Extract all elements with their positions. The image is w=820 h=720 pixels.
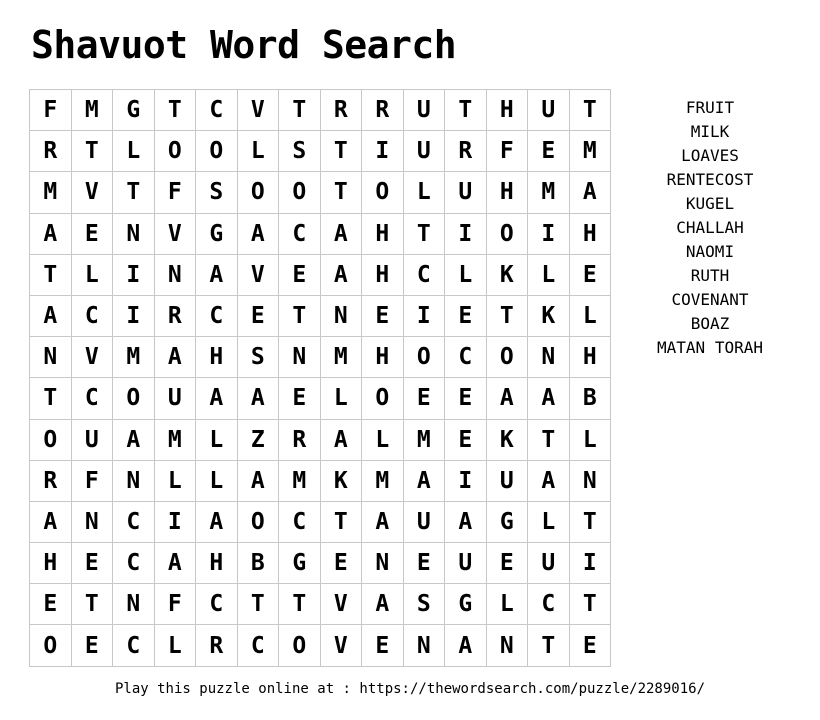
page-title: Shavuot Word Search bbox=[31, 23, 457, 67]
grid-cell[interactable]: K bbox=[528, 296, 570, 337]
grid-cell[interactable]: A bbox=[155, 337, 197, 378]
grid-cell[interactable]: O bbox=[279, 172, 321, 213]
grid-cell[interactable]: C bbox=[279, 214, 321, 255]
grid-cell[interactable]: L bbox=[570, 420, 612, 461]
grid-cell[interactable]: O bbox=[196, 131, 238, 172]
grid-cell[interactable]: R bbox=[196, 625, 238, 666]
grid-cell[interactable]: K bbox=[487, 255, 529, 296]
grid-cell[interactable]: L bbox=[113, 131, 155, 172]
grid-cell[interactable]: A bbox=[238, 378, 280, 419]
grid-cell[interactable]: T bbox=[279, 296, 321, 337]
grid-cell[interactable]: A bbox=[30, 296, 72, 337]
grid-cell[interactable]: R bbox=[155, 296, 197, 337]
grid-cell[interactable]: T bbox=[113, 172, 155, 213]
grid-cell[interactable]: O bbox=[30, 420, 72, 461]
grid-cell[interactable]: C bbox=[113, 543, 155, 584]
grid-cell[interactable]: I bbox=[113, 255, 155, 296]
grid-cell[interactable]: K bbox=[487, 420, 529, 461]
grid-cell[interactable]: N bbox=[404, 625, 446, 666]
word-list-item: LOAVES bbox=[681, 146, 739, 165]
grid-cell[interactable]: U bbox=[155, 378, 197, 419]
grid-cell[interactable]: H bbox=[362, 337, 404, 378]
word-list-item: RENTECOST bbox=[666, 170, 754, 189]
grid-cell[interactable]: A bbox=[570, 172, 612, 213]
grid-cell[interactable]: O bbox=[362, 172, 404, 213]
grid-cell[interactable]: S bbox=[279, 131, 321, 172]
grid-cell[interactable]: L bbox=[238, 131, 280, 172]
grid-cell[interactable]: V bbox=[238, 90, 280, 131]
grid-cell[interactable]: E bbox=[404, 378, 446, 419]
grid-cell[interactable]: A bbox=[528, 378, 570, 419]
word-list-item: MILK bbox=[690, 122, 730, 141]
grid-cell[interactable]: I bbox=[155, 502, 197, 543]
grid-cell[interactable]: C bbox=[113, 625, 155, 666]
grid-cell[interactable]: R bbox=[30, 461, 72, 502]
grid-cell[interactable]: U bbox=[404, 502, 446, 543]
grid-cell[interactable]: A bbox=[238, 461, 280, 502]
grid-cell[interactable]: E bbox=[321, 543, 363, 584]
grid-cell[interactable]: R bbox=[279, 420, 321, 461]
grid-cell[interactable]: A bbox=[362, 584, 404, 625]
grid-cell[interactable]: U bbox=[487, 461, 529, 502]
grid-cell[interactable]: A bbox=[321, 420, 363, 461]
grid-cell[interactable]: E bbox=[528, 131, 570, 172]
grid-cell[interactable]: N bbox=[113, 584, 155, 625]
grid-cell[interactable]: O bbox=[238, 502, 280, 543]
grid-cell[interactable]: A bbox=[196, 378, 238, 419]
grid-cell[interactable]: A bbox=[321, 214, 363, 255]
grid-cell[interactable]: O bbox=[30, 625, 72, 666]
grid-cell[interactable]: M bbox=[30, 172, 72, 213]
grid-cell[interactable]: C bbox=[72, 296, 114, 337]
grid-cell[interactable]: I bbox=[445, 461, 487, 502]
grid-cell[interactable]: M bbox=[528, 172, 570, 213]
grid-cell[interactable]: T bbox=[487, 296, 529, 337]
grid-cell[interactable]: E bbox=[570, 625, 612, 666]
grid-cell[interactable]: U bbox=[445, 172, 487, 213]
grid-cell[interactable]: T bbox=[321, 131, 363, 172]
grid-cell[interactable]: C bbox=[404, 255, 446, 296]
grid-cell[interactable]: E bbox=[238, 296, 280, 337]
grid-cell[interactable]: T bbox=[30, 378, 72, 419]
word-list-item: CHALLAH bbox=[676, 218, 744, 237]
grid-cell[interactable]: A bbox=[113, 420, 155, 461]
grid-cell[interactable]: V bbox=[321, 625, 363, 666]
grid-cell[interactable]: T bbox=[404, 214, 446, 255]
grid-cell[interactable]: E bbox=[72, 214, 114, 255]
grid-cell[interactable]: N bbox=[321, 296, 363, 337]
grid-cell[interactable]: A bbox=[196, 502, 238, 543]
grid-cell[interactable]: C bbox=[196, 584, 238, 625]
letter-grid bbox=[29, 89, 611, 667]
grid-cell[interactable]: V bbox=[238, 255, 280, 296]
grid-cell[interactable]: L bbox=[72, 255, 114, 296]
grid-cell[interactable]: N bbox=[113, 214, 155, 255]
grid-cell[interactable]: T bbox=[279, 584, 321, 625]
grid-cell[interactable]: C bbox=[196, 296, 238, 337]
grid-cell[interactable]: L bbox=[196, 461, 238, 502]
grid-cell[interactable]: I bbox=[362, 131, 404, 172]
grid-cell[interactable]: G bbox=[279, 543, 321, 584]
grid-cell[interactable]: M bbox=[113, 337, 155, 378]
grid-cell[interactable]: V bbox=[72, 172, 114, 213]
grid-cell[interactable]: H bbox=[30, 543, 72, 584]
word-list bbox=[640, 96, 780, 360]
grid-cell[interactable]: A bbox=[196, 255, 238, 296]
grid-cell[interactable]: M bbox=[279, 461, 321, 502]
grid-cell[interactable]: A bbox=[155, 543, 197, 584]
grid-cell[interactable]: T bbox=[72, 584, 114, 625]
word-list-item: KUGEL bbox=[685, 194, 735, 213]
grid-cell[interactable]: T bbox=[321, 172, 363, 213]
grid-cell[interactable]: T bbox=[528, 420, 570, 461]
grid-cell[interactable]: L bbox=[445, 255, 487, 296]
grid-cell[interactable]: T bbox=[238, 584, 280, 625]
grid-cell[interactable]: B bbox=[238, 543, 280, 584]
grid-cell[interactable]: T bbox=[528, 625, 570, 666]
grid-cell[interactable]: I bbox=[404, 296, 446, 337]
footer-link-text: Play this puzzle online at : https://thewordsearch.com/puzzle/2289016/ bbox=[114, 681, 705, 697]
grid-cell[interactable]: A bbox=[30, 502, 72, 543]
grid-cell[interactable]: F bbox=[155, 172, 197, 213]
grid-cell[interactable]: A bbox=[445, 502, 487, 543]
grid-cell[interactable]: A bbox=[321, 255, 363, 296]
grid-cell[interactable]: N bbox=[113, 461, 155, 502]
grid-cell[interactable]: O bbox=[238, 172, 280, 213]
grid-cell[interactable]: U bbox=[445, 543, 487, 584]
grid-cell[interactable]: K bbox=[321, 461, 363, 502]
grid-cell[interactable]: E bbox=[570, 255, 612, 296]
grid-cell[interactable]: I bbox=[570, 543, 612, 584]
grid-cell[interactable]: L bbox=[487, 584, 529, 625]
grid-cell[interactable]: M bbox=[321, 337, 363, 378]
word-list-item: MATAN TORAH bbox=[657, 338, 763, 357]
grid-cell[interactable]: N bbox=[30, 337, 72, 378]
grid-cell[interactable]: T bbox=[72, 131, 114, 172]
grid-cell[interactable]: C bbox=[72, 378, 114, 419]
grid-cell[interactable]: H bbox=[362, 255, 404, 296]
grid-cell[interactable]: O bbox=[113, 378, 155, 419]
grid-cell[interactable]: M bbox=[404, 420, 446, 461]
grid-cell[interactable]: L bbox=[528, 255, 570, 296]
grid-cell[interactable]: M bbox=[155, 420, 197, 461]
grid-cell[interactable]: L bbox=[155, 461, 197, 502]
grid-cell[interactable]: T bbox=[30, 255, 72, 296]
grid-cell[interactable]: I bbox=[528, 214, 570, 255]
grid-cell[interactable]: U bbox=[72, 420, 114, 461]
grid-cell[interactable]: E bbox=[445, 296, 487, 337]
grid-cell[interactable]: C bbox=[279, 502, 321, 543]
grid-cell[interactable]: C bbox=[238, 625, 280, 666]
grid-cell[interactable]: L bbox=[528, 502, 570, 543]
grid-cell[interactable]: E bbox=[279, 255, 321, 296]
grid-cell[interactable]: E bbox=[279, 378, 321, 419]
grid-cell[interactable]: M bbox=[570, 131, 612, 172]
grid-cell[interactable]: O bbox=[362, 378, 404, 419]
grid-cell[interactable]: L bbox=[404, 172, 446, 213]
grid-cell[interactable]: I bbox=[113, 296, 155, 337]
grid-cell[interactable]: T bbox=[570, 584, 612, 625]
grid-cell[interactable]: T bbox=[570, 90, 612, 131]
grid-cell[interactable]: F bbox=[72, 461, 114, 502]
grid-cell[interactable]: E bbox=[404, 543, 446, 584]
grid-cell[interactable]: V bbox=[72, 337, 114, 378]
grid-cell[interactable]: E bbox=[445, 420, 487, 461]
grid-cell[interactable]: A bbox=[238, 214, 280, 255]
grid-cell[interactable]: A bbox=[362, 502, 404, 543]
grid-cell[interactable]: U bbox=[528, 90, 570, 131]
grid-cell[interactable]: H bbox=[196, 337, 238, 378]
grid-cell[interactable]: R bbox=[30, 131, 72, 172]
grid-cell[interactable]: B bbox=[570, 378, 612, 419]
grid-cell[interactable]: A bbox=[404, 461, 446, 502]
grid-cell[interactable]: G bbox=[113, 90, 155, 131]
grid-cell[interactable]: E bbox=[30, 584, 72, 625]
grid-cell[interactable]: H bbox=[570, 214, 612, 255]
grid-cell[interactable]: O bbox=[487, 337, 529, 378]
grid-cell[interactable]: T bbox=[570, 502, 612, 543]
grid-cell[interactable]: F bbox=[487, 131, 529, 172]
grid-cell[interactable]: E bbox=[487, 543, 529, 584]
grid-cell[interactable]: U bbox=[404, 131, 446, 172]
grid-cell[interactable]: U bbox=[528, 543, 570, 584]
word-list-item: FRUIT bbox=[685, 98, 735, 117]
grid-cell[interactable]: F bbox=[155, 584, 197, 625]
grid-cell[interactable]: G bbox=[445, 584, 487, 625]
grid-cell[interactable]: A bbox=[487, 378, 529, 419]
grid-cell[interactable]: O bbox=[487, 214, 529, 255]
grid-cell[interactable]: T bbox=[445, 90, 487, 131]
grid-cell[interactable]: L bbox=[196, 420, 238, 461]
grid-cell[interactable]: O bbox=[404, 337, 446, 378]
grid-cell[interactable]: H bbox=[487, 172, 529, 213]
grid-cell[interactable]: L bbox=[321, 378, 363, 419]
grid-cell[interactable]: N bbox=[72, 502, 114, 543]
grid-cell[interactable]: C bbox=[196, 90, 238, 131]
grid-cell[interactable]: A bbox=[445, 625, 487, 666]
grid-cell[interactable]: C bbox=[528, 584, 570, 625]
grid-cell[interactable]: Z bbox=[238, 420, 280, 461]
grid-cell[interactable]: R bbox=[321, 90, 363, 131]
grid-cell[interactable]: O bbox=[279, 625, 321, 666]
grid-cell[interactable]: L bbox=[155, 625, 197, 666]
grid-cell[interactable]: M bbox=[72, 90, 114, 131]
grid-cell[interactable]: N bbox=[155, 255, 197, 296]
word-list-item: NAOMI bbox=[685, 242, 735, 261]
grid-cell[interactable]: V bbox=[155, 214, 197, 255]
grid-cell[interactable]: U bbox=[404, 90, 446, 131]
grid-cell[interactable]: T bbox=[321, 502, 363, 543]
grid-cell[interactable]: F bbox=[30, 90, 72, 131]
grid-cell[interactable]: H bbox=[487, 90, 529, 131]
grid-cell[interactable]: S bbox=[196, 172, 238, 213]
grid-cell[interactable]: G bbox=[487, 502, 529, 543]
grid-cell[interactable]: V bbox=[321, 584, 363, 625]
word-list-item: BOAZ bbox=[690, 314, 730, 333]
grid-cell[interactable]: M bbox=[362, 461, 404, 502]
grid-cell[interactable]: O bbox=[155, 131, 197, 172]
grid-cell[interactable]: E bbox=[362, 625, 404, 666]
grid-cell[interactable]: E bbox=[362, 296, 404, 337]
grid-cell[interactable]: R bbox=[445, 131, 487, 172]
grid-cell[interactable]: H bbox=[362, 214, 404, 255]
grid-cell[interactable]: N bbox=[362, 543, 404, 584]
grid-cell[interactable]: C bbox=[113, 502, 155, 543]
grid-cell[interactable]: N bbox=[528, 337, 570, 378]
grid-cell[interactable]: E bbox=[445, 378, 487, 419]
grid-cell[interactable]: I bbox=[445, 214, 487, 255]
grid-cell[interactable]: T bbox=[279, 90, 321, 131]
grid-cell[interactable]: T bbox=[155, 90, 197, 131]
grid-cell[interactable]: L bbox=[570, 296, 612, 337]
word-list-item: RUTH bbox=[690, 266, 730, 285]
grid-cell[interactable]: H bbox=[570, 337, 612, 378]
grid-cell[interactable]: R bbox=[362, 90, 404, 131]
grid-cell[interactable]: A bbox=[30, 214, 72, 255]
grid-cell[interactable]: G bbox=[196, 214, 238, 255]
grid-cell[interactable]: E bbox=[72, 543, 114, 584]
grid-cell[interactable]: C bbox=[445, 337, 487, 378]
grid-cell[interactable]: N bbox=[570, 461, 612, 502]
grid-cell[interactable]: E bbox=[72, 625, 114, 666]
grid-cell[interactable]: H bbox=[196, 543, 238, 584]
grid-cell[interactable]: L bbox=[362, 420, 404, 461]
grid-cell[interactable]: A bbox=[528, 461, 570, 502]
word-list-item: COVENANT bbox=[671, 290, 749, 309]
grid-cell[interactable]: N bbox=[487, 625, 529, 666]
grid-cell[interactable]: S bbox=[238, 337, 280, 378]
grid-cell[interactable]: N bbox=[279, 337, 321, 378]
grid-cell[interactable]: S bbox=[404, 584, 446, 625]
